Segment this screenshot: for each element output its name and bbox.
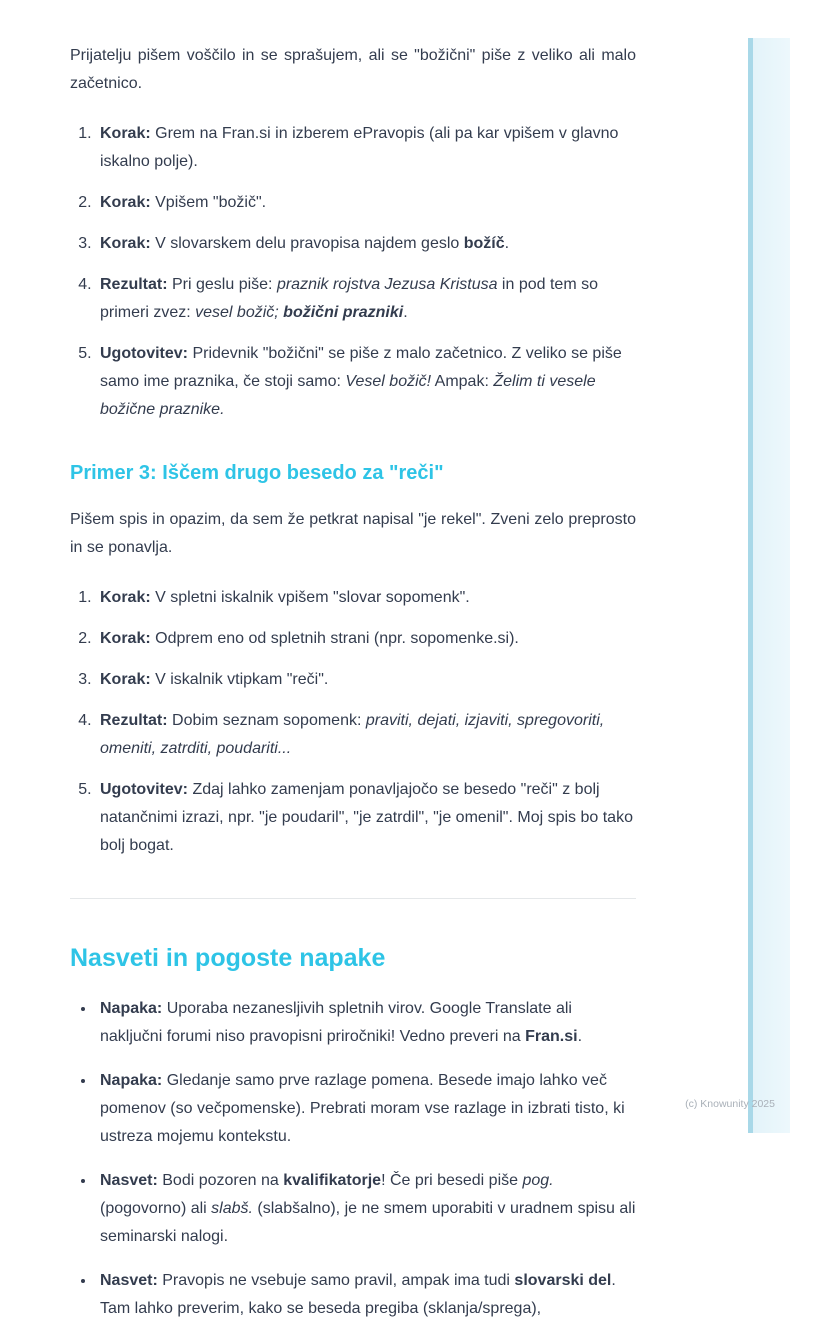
steps-list-example3 xyxy=(70,584,636,860)
example3-heading: Primer 3: Iščem drugo besedo za "reči" xyxy=(70,462,444,484)
step-item xyxy=(96,230,636,258)
right-accent-bar xyxy=(748,38,790,1133)
document-content xyxy=(70,42,636,1339)
step-item xyxy=(96,776,636,860)
step-item xyxy=(96,707,636,763)
copyright-text: (c) Knowunity 2025 xyxy=(685,1098,775,1110)
step-item xyxy=(96,120,636,176)
step-item-text: Ugotovitev: Zdaj lahko zamenjam ponavljajočo se besedo "reči" z bolj natančnimi izrazi, npr. "je poudaril", "je zatrdil", "je omenil". Moj spis bo tako bolj bogat. xyxy=(100,781,633,854)
step-item-text: Rezultat: Pri geslu piše: praznik rojstva Jezusa Kristusa in pod tem so primeri zvez: vesel božič; božični prazniki. xyxy=(100,276,598,321)
tip-item-text: Napaka: Uporaba nezanesljivih spletnih virov. Google Translate ali naključni forumi niso pravopisni priročniki! Vedno preveri na Fran.si. xyxy=(100,1000,583,1045)
step-item xyxy=(96,625,636,653)
section-divider xyxy=(70,898,636,899)
step-item xyxy=(96,189,636,217)
tip-item-text: Nasvet: Pravopis ne vsebuje samo pravil, ampak ima tudi slovarski del. Tam lahko preverim, kako se beseda pregiba (sklanja/sprega), xyxy=(100,1272,616,1317)
tip-item xyxy=(96,995,636,1051)
step-item-text: Korak: Odprem eno od spletnih strani (npr. sopomenke.si). xyxy=(100,630,519,647)
step-item xyxy=(96,340,636,424)
step-item-text: Korak: Vpišem "božič". xyxy=(100,194,267,211)
tip-item xyxy=(96,1267,636,1323)
example3-paragraph: Pišem spis in opazim, da sem že petkrat napisal "je rekel". Zveni zelo preprosto in se ponavlja. xyxy=(70,511,636,556)
step-item-text: Korak: V iskalnik vtipkam "reči". xyxy=(100,671,329,688)
tip-item-text: Napaka: Gledanje samo prve razlage pomena. Besede imajo lahko več pomenov (so večpomenske). Prebrati moram vse razlage in izbrati tisto, ki ustreza mojemu kontekstu. xyxy=(100,1072,625,1145)
step-item xyxy=(96,666,636,694)
tips-list xyxy=(70,995,636,1323)
tips-heading: Nasveti in pogoste napake xyxy=(70,944,386,972)
tip-item-text: Nasvet: Bodi pozoren na kvalifikatorje! Če pri besedi piše pog. (pogovorno) ali slabš. (slabšalno), je ne smem uporabiti v uradnem spisu ali seminarski nalogi. xyxy=(100,1172,636,1245)
step-item-text: Korak: Grem na Fran.si in izberem ePravopis (ali pa kar vpišem v glavno iskalno polje). xyxy=(100,125,619,170)
step-item-text: Rezultat: Dobim seznam sopomenk: praviti, dejati, izjaviti, spregovoriti, omeniti, zatrditi, poudariti... xyxy=(100,712,605,757)
steps-list-example2 xyxy=(70,120,636,424)
step-item-text: Korak: V spletni iskalnik vpišem "slovar sopomenk". xyxy=(100,589,470,606)
step-item xyxy=(96,271,636,327)
step-item-text: Ugotovitev: Pridevnik "božični" se piše z malo začetnico. Z veliko se piše samo ime praznika, če stoji samo: Vesel božič! Ampak: Želim ti vesele božične praznike. xyxy=(100,345,622,418)
step-item xyxy=(96,584,636,612)
tip-item xyxy=(96,1067,636,1151)
step-item-text: Korak: V slovarskem delu pravopisa najdem geslo božíč. xyxy=(100,235,510,252)
tip-item xyxy=(96,1167,636,1251)
intro-paragraph: Prijatelju pišem voščilo in se sprašujem, ali se "božični" piše z veliko ali malo začetnico. xyxy=(70,47,636,92)
